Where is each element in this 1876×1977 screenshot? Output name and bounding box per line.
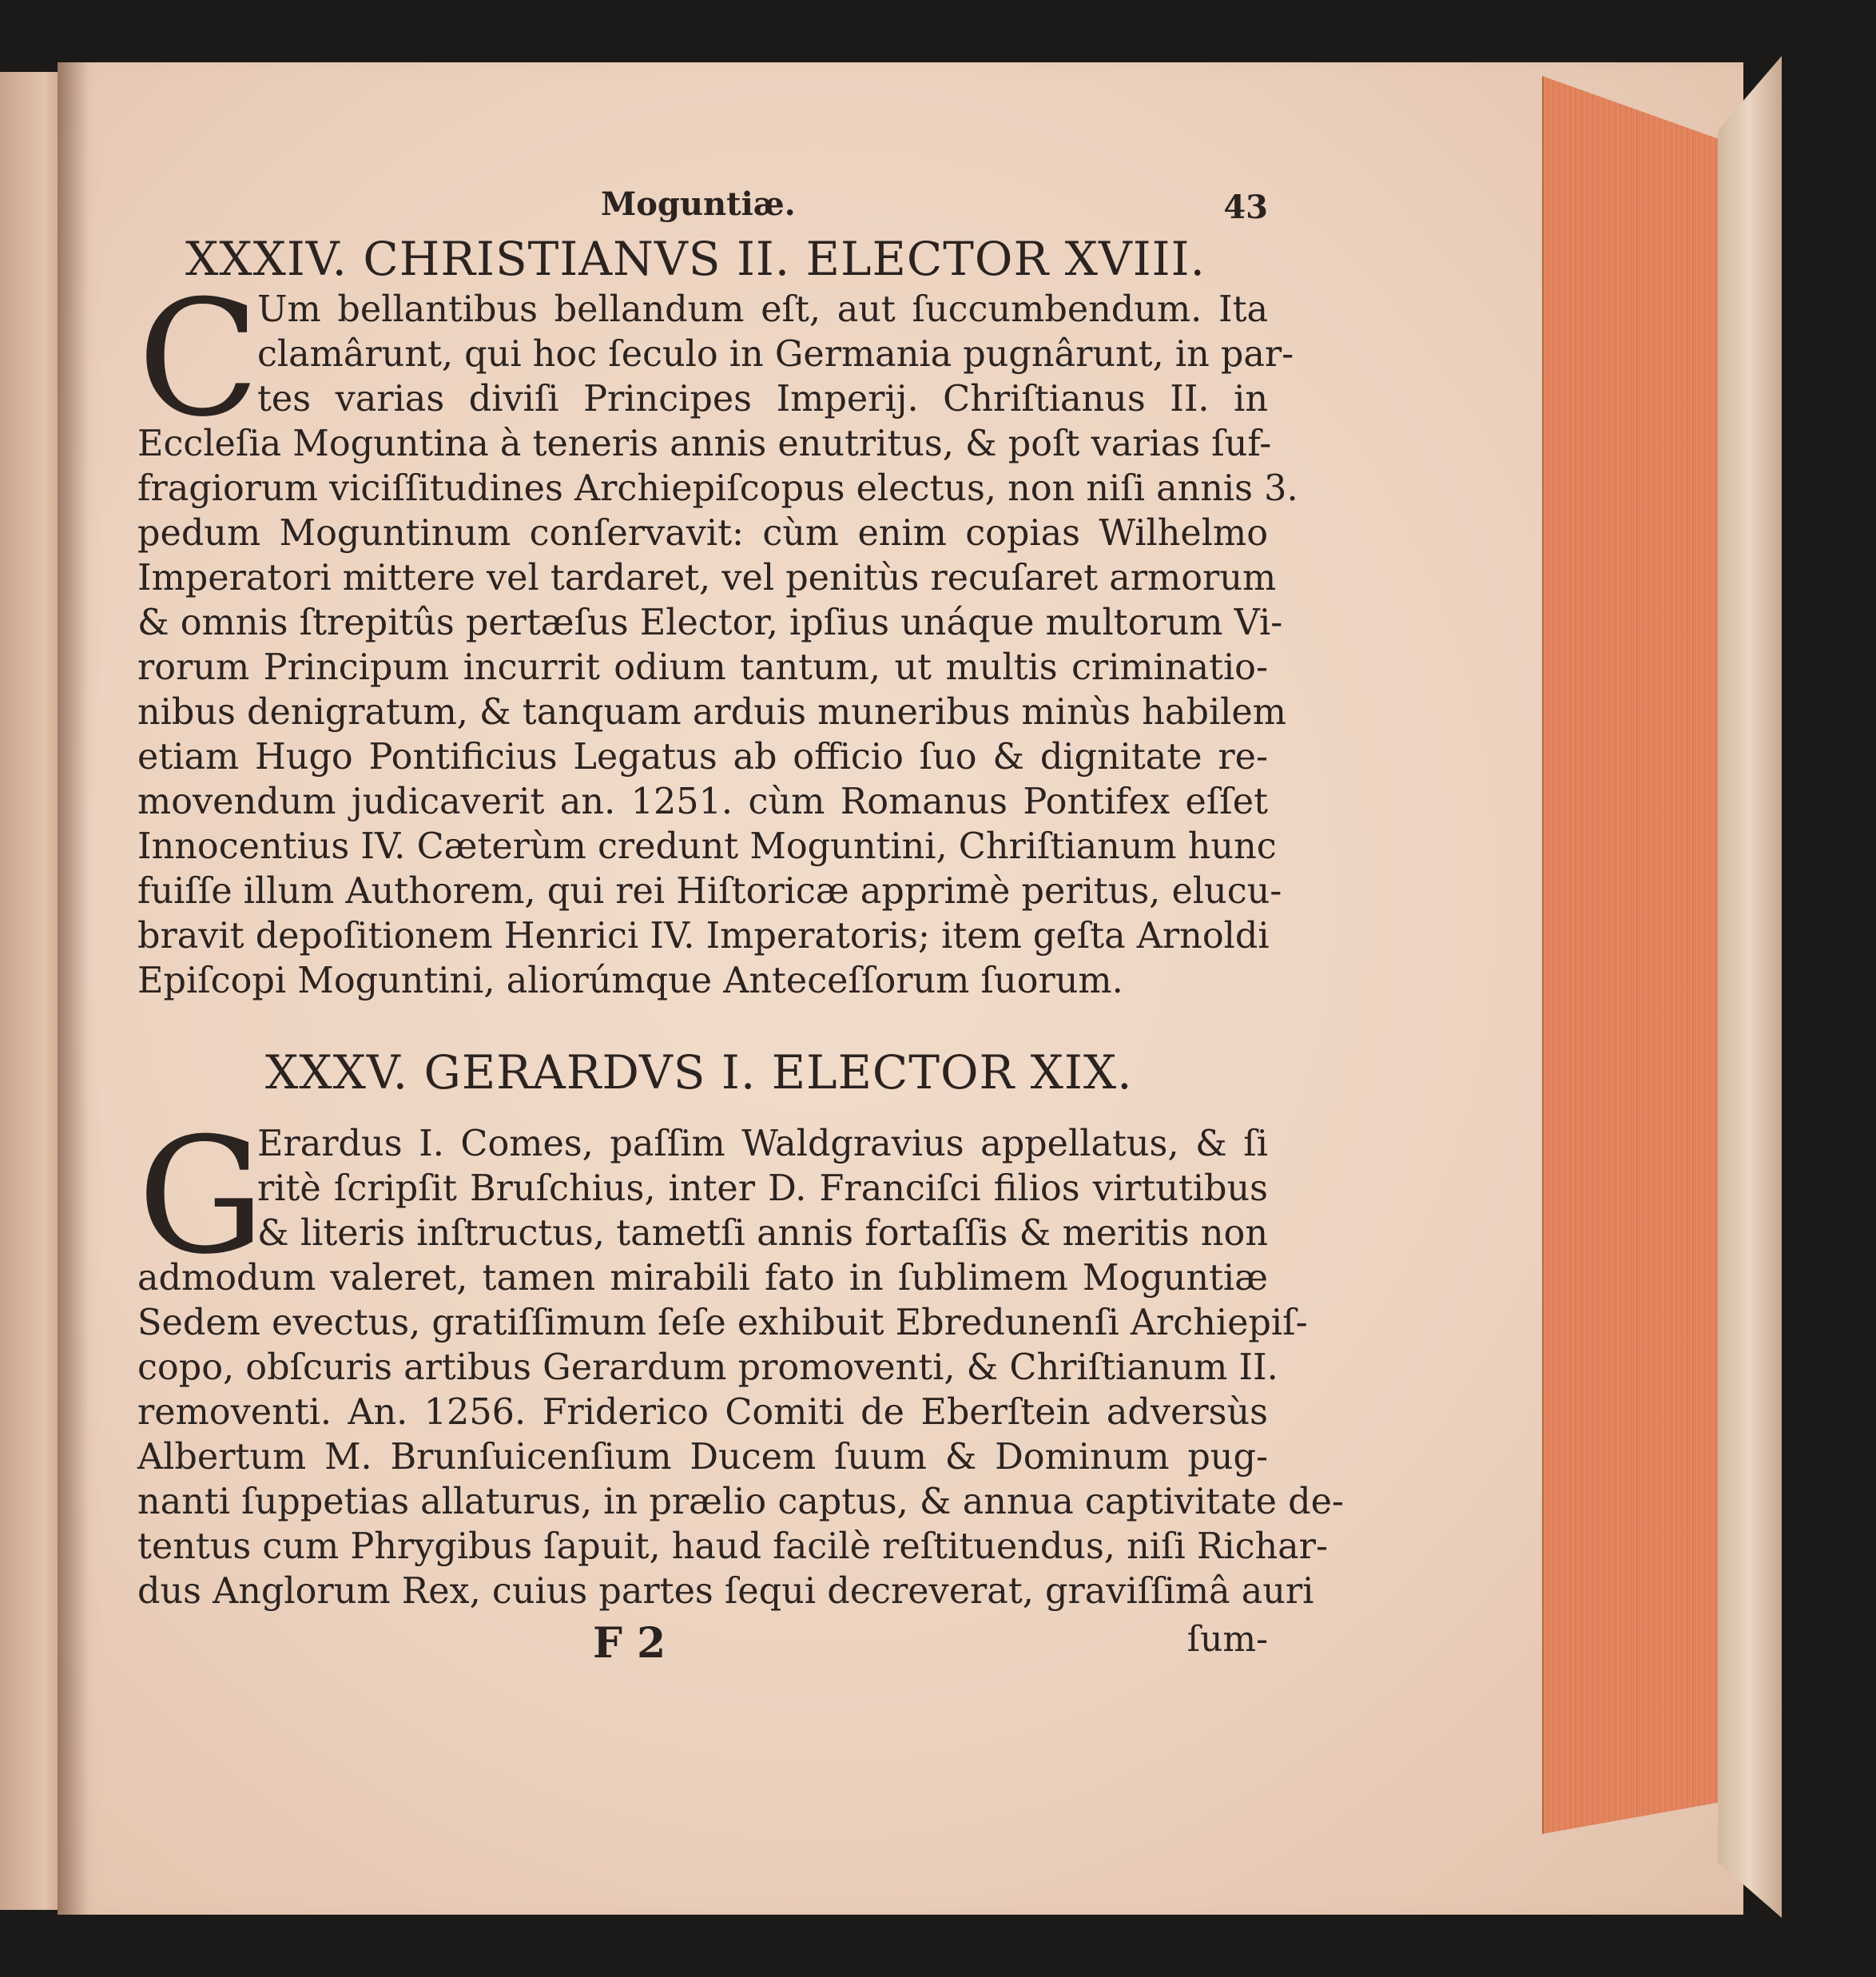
text-line: nanti ſuppetias allaturus, in prælio captus, & annua captivitate de-: [137, 1482, 1344, 1522]
left-page-edge: [0, 72, 64, 1910]
gutter-shadow: [58, 62, 89, 1915]
text-line: pedum Moguntinum conſervavit: cùm enim copias Wilhelmo: [137, 513, 1268, 554]
text-line: & omnis ſtrepitûs pertæſus Elector, ipſius unáque multorum Vi-: [137, 603, 1283, 643]
section-heading-34: XXXIV. CHRISTIANVS II. ELECTOR XVIII.: [185, 232, 1206, 286]
text-line: etiam Hugo Pontificius Legatus ab officio ſuo & dignitate re-: [137, 737, 1268, 778]
drop-cap-g: G: [137, 1104, 265, 1290]
text-line: tentus cum Phrygibus ſapuit, haud facilè reſtituendus, niſi Richar-: [137, 1526, 1328, 1567]
paragraph-christianus: [137, 266, 1298, 1004]
text-line: nibus denigratum, & tanquam arduis muneribus minùs habilem: [137, 692, 1286, 733]
section-heading-35: XXXV. GERARDVS I. ELECTOR XIX.: [265, 1045, 1133, 1100]
text-line: Epiſcopi Moguntini, aliorúmque Anteceſſorum ſuorum.: [137, 961, 1123, 1001]
text-line: rorum Principum incurrit odium tantum, ut multis criminatio-: [137, 647, 1268, 688]
running-title: Moguntiæ.: [601, 185, 796, 223]
text-line: & literis inſtructus, tametſi annis fortaſſis & meritis non: [257, 1213, 1268, 1254]
text-line: Innocentius IV. Cæterùm credunt Moguntini, Chriſtianum hunc: [137, 826, 1277, 867]
catchword: ſum-: [1186, 1619, 1268, 1660]
text-line: dus Anglorum Rex, cuius partes ſequi decreverat, graviſſimâ auri: [137, 1571, 1314, 1612]
text-line: copo, obſcuris artibus Gerardum promoventi, & Chriſtianum II.: [137, 1347, 1278, 1388]
text-line: Sedem evectus, gratiſſimum ſeſe exhibuit Ebredunenſi Archiepiſ-: [137, 1303, 1308, 1343]
text-line: movendum judicaverit an. 1251. cùm Romanus Pontifex eſſet: [137, 782, 1268, 822]
text-line: Um bellantibus bellandum eſt, aut ſuccumbendum. Ita: [257, 289, 1268, 330]
text-line: Albertum M. Brunſuicenſium Ducem ſuum & Dominum pug-: [137, 1437, 1268, 1478]
page-number: 43: [1223, 189, 1268, 226]
text-line: Erardus I. Comes, paſſim Waldgravius appellatus, & ſi: [257, 1124, 1268, 1164]
text-line: clamârunt, qui hoc ſeculo in Germania pugnârunt, in par-: [257, 334, 1294, 375]
text-line: fuiſſe illum Authorem, qui rei Hiſtoricæ apprimè peritus, elucu-: [137, 871, 1282, 912]
text-line: Eccleſia Moguntina à teneris annis enutritus, & poſt varias ſuf-: [137, 424, 1272, 464]
cover-edge: [1718, 56, 1782, 1918]
page-header: [137, 174, 1268, 230]
text-line: Imperatori mittere vel tardaret, vel penitùs recuſaret armorum: [137, 558, 1277, 599]
text-line: ritè ſcripſit Bruſchius, inter D. Franciſci filios virtutibus: [257, 1168, 1268, 1209]
text-line: removenti. An. 1256. Friderico Comiti de Eberſtein adversùs: [137, 1392, 1268, 1433]
signature-mark: F 2: [593, 1619, 666, 1668]
text-line: bravit depoſitionem Henrici IV. Imperatoris; item geſta Arnoldi: [137, 916, 1270, 957]
text-block: [137, 174, 1344, 1683]
page-footer: [137, 1619, 1268, 1683]
drop-cap-c: C: [137, 266, 260, 452]
paragraph-gerardus: [137, 1104, 1344, 1614]
text-line: admodum valeret, tamen mirabili fato in ſublimem Moguntiæ: [137, 1258, 1268, 1299]
text-line: fragiorum viciſſitudines Archiepiſcopus electus, non niſi annis 3.: [137, 468, 1298, 509]
page-edges: [1542, 76, 1739, 1834]
text-line: tes varias diviſi Principes Imperij. Chriſtianus II. in: [257, 379, 1268, 420]
